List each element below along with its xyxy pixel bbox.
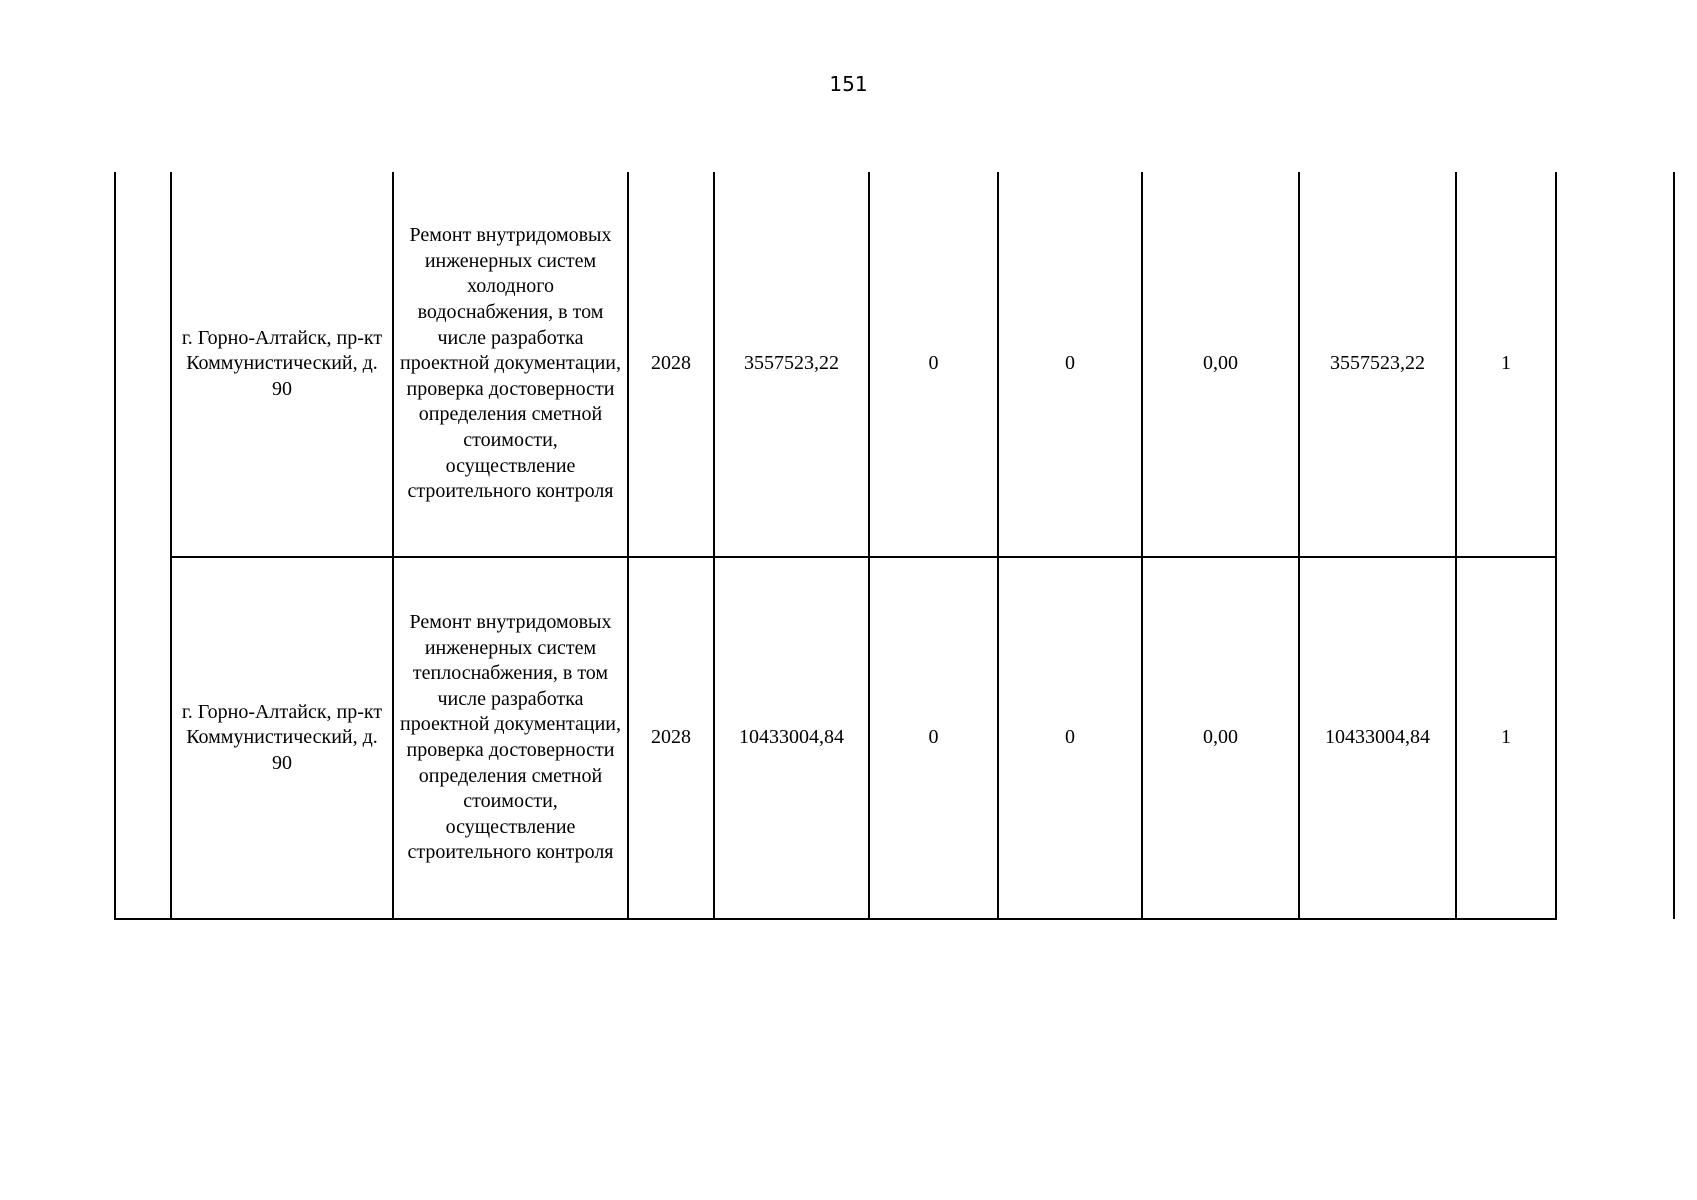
year-cell: 2028 <box>628 172 714 557</box>
work-type-cell: Ремонт внутридомовых инженерных систем теплоснабжения, в том числе разработка проектной документации, проверка достоверности определения сметной стоимости, осуществление строительного контроля <box>393 557 628 919</box>
work-type-cell: Ремонт внутридомовых инженерных систем холодного водоснабжения, в том числе разработка проектной документации, проверка достоверности определения сметной стоимости, осуществление строительного контроля <box>393 172 628 557</box>
value-cell: 0 <box>869 172 998 557</box>
total-cost-cell: 10433004,84 <box>714 557 869 919</box>
table-row <box>115 557 1674 919</box>
total-cost-cell: 3557523,22 <box>714 172 869 557</box>
owner-funds-cell: 10433004,84 <box>1299 557 1456 919</box>
table-row <box>115 172 1674 557</box>
value-cell: 0,00 <box>1142 172 1299 557</box>
empty-last-cell <box>1556 172 1674 919</box>
count-cell: 1 <box>1456 557 1556 919</box>
count-cell: 1 <box>1456 172 1556 557</box>
address-cell: г. Горно-Алтайск, пр-кт Коммунистический, д. 90 <box>171 172 393 557</box>
value-cell: 0 <box>998 557 1142 919</box>
empty-number-cell <box>115 172 171 919</box>
value-cell: 0,00 <box>1142 557 1299 919</box>
works-table <box>114 172 1675 920</box>
address-cell: г. Горно-Алтайск, пр-кт Коммунистический, д. 90 <box>171 557 393 919</box>
value-cell: 0 <box>869 557 998 919</box>
page-number: 151 <box>829 72 868 96</box>
owner-funds-cell: 3557523,22 <box>1299 172 1456 557</box>
year-cell: 2028 <box>628 557 714 919</box>
value-cell: 0 <box>998 172 1142 557</box>
